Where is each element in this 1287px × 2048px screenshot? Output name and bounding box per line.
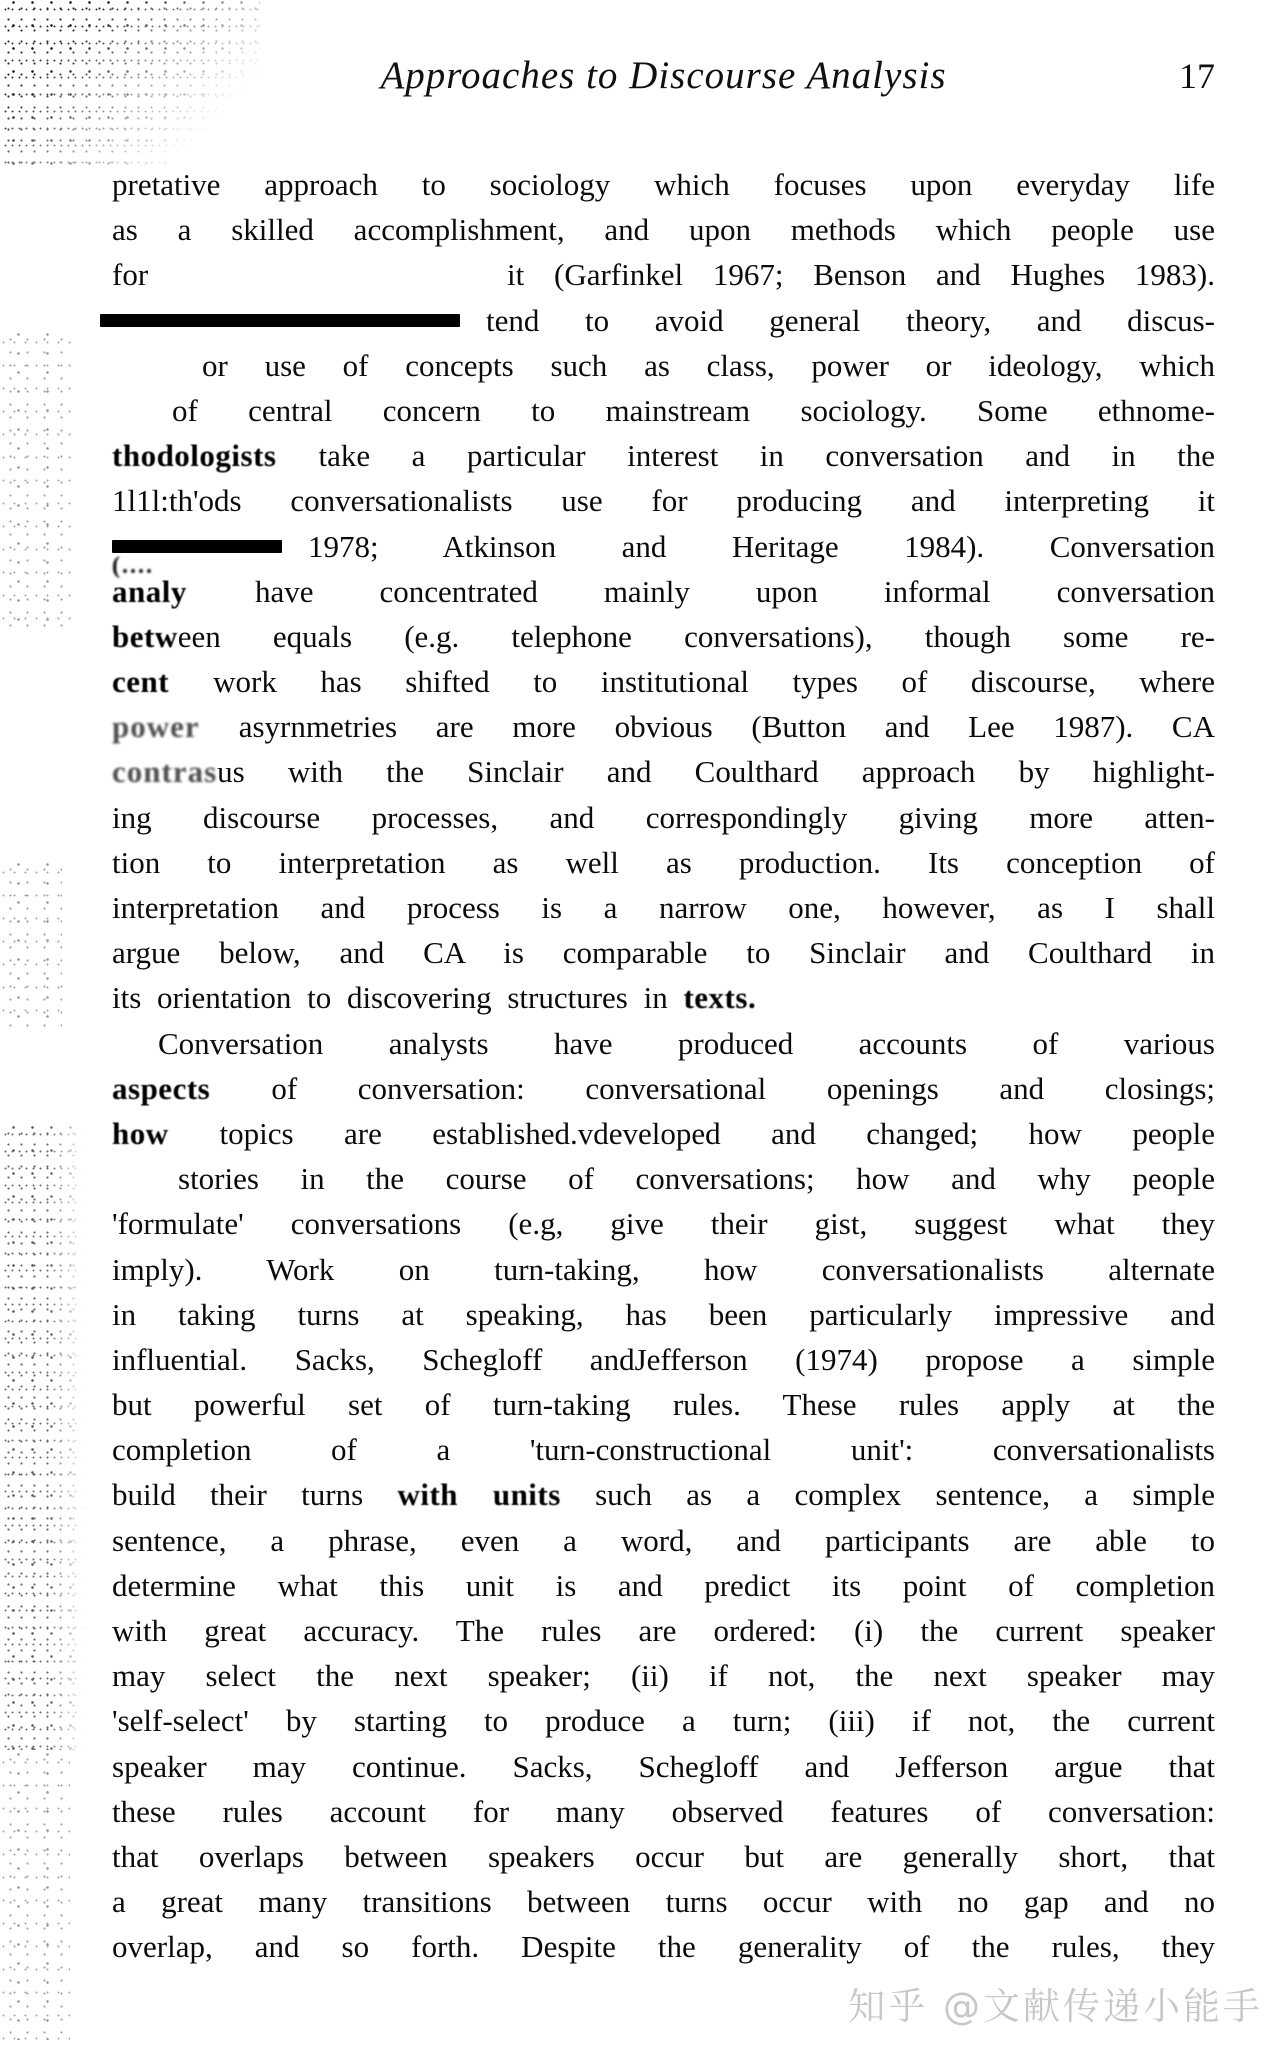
smudged-text: cent	[112, 664, 214, 700]
scan-noise-patch	[0, 860, 62, 1030]
text-segment: stories in the course of conversations; how and why people	[178, 1161, 1215, 1197]
text-line	[112, 1608, 1215, 1653]
text-line	[112, 1201, 1215, 1246]
text-line	[112, 1382, 1215, 1427]
page-header	[112, 50, 1215, 106]
text-segment: imply). Work on turn-taking, how conversationalists alternate	[112, 1251, 1215, 1287]
smudged-text: how	[112, 1115, 220, 1151]
text-line	[112, 1066, 1215, 1111]
smudged-text: power	[112, 709, 239, 745]
text-line	[112, 524, 1215, 569]
smudged-text: with units	[397, 1477, 561, 1513]
text-segment: that overlaps between speakers occur but are generally short, that	[112, 1838, 1215, 1874]
text-segment: een equals (e.g. telephone conversations), though some re-	[177, 618, 1215, 654]
text-segment: work has shifted to institutional types of discourse, where	[213, 664, 1215, 700]
text-segment: or use of concepts such as class, power or ideology, which	[202, 347, 1215, 383]
text-line	[112, 343, 1215, 388]
text-line	[112, 433, 1215, 478]
text-segment: argue below, and CA is comparable to Sinclair and Coulthard in	[112, 935, 1215, 971]
text-line	[112, 1698, 1215, 1743]
text-segment: interpretation and process is a narrow one, however, as I shall	[112, 890, 1215, 925]
text-segment: for	[112, 257, 149, 293]
text-line	[112, 1337, 1215, 1382]
text-line	[112, 704, 1215, 749]
text-segment: sentence, a phrase, even a word, and participants are able to	[112, 1522, 1215, 1558]
text-segment: pretative approach to sociology which focuses upon everyday life	[112, 167, 1215, 202]
text-segment: such as a complex sentence, a simple	[560, 1477, 1215, 1513]
text-segment: 'self-select' by starting to produce a turn; (iii) if not, the current	[112, 1703, 1215, 1739]
text-segment: topics are established.vdeveloped and changed; how people	[219, 1115, 1215, 1151]
text-line	[112, 1924, 1215, 1969]
text-line	[112, 1247, 1215, 1292]
text-line	[112, 885, 1215, 930]
text-line	[112, 795, 1215, 840]
text-segment: 1l1l:th'ods conversationalists use for producing and interpreting it	[112, 483, 1215, 519]
text-segment: a great many transitions between turns occur with no gap and no	[112, 1884, 1215, 1920]
text-segment: take a particular interest in conversation and in the	[318, 438, 1215, 474]
text-segment: but powerful set of turn-taking rules. These rules apply at the	[112, 1387, 1215, 1423]
page-number: 17	[1179, 56, 1215, 96]
text-segment: 1978; Atkinson and Heritage 1984). Conversation	[308, 528, 1215, 564]
text-segment: Conversation analysts have produced accounts of various	[158, 1025, 1215, 1061]
text-line	[112, 1879, 1215, 1924]
text-segment: completion of a 'turn-constructional unit': conversationalists	[112, 1432, 1215, 1468]
text-line	[112, 614, 1215, 659]
text-segment: determine what this unit is and predict its point of completion	[112, 1567, 1215, 1603]
text-line	[112, 1472, 1215, 1517]
text-segment: tion to interpretation as well as production. Its conception of	[112, 844, 1215, 880]
text-segment: as a skilled accomplishment, and upon methods which people use	[112, 212, 1215, 248]
redaction-bar	[100, 314, 460, 327]
text-line	[112, 478, 1215, 523]
text-line	[112, 162, 1215, 207]
text-line	[112, 569, 1215, 614]
text-line	[112, 1518, 1215, 1563]
text-segment: have concentrated mainly upon informal conversation	[255, 573, 1215, 609]
text-segment: its orientation to discovering structures in	[112, 980, 684, 1016]
text-segment: with great accuracy. The rules are ordered: (i) the current speaker	[112, 1613, 1215, 1648]
text-segment: these rules account for many observed features of conversation:	[112, 1793, 1215, 1829]
text-segment: ing discourse processes, and correspondingly giving more atten-	[112, 799, 1215, 835]
text-line	[112, 659, 1215, 704]
text-line	[112, 1292, 1215, 1337]
text-line	[112, 1021, 1215, 1066]
text-line	[112, 975, 1215, 1020]
text-line	[112, 930, 1215, 975]
smudged-text: betw	[112, 618, 178, 654]
scan-noise-patch	[0, 330, 72, 630]
text-line	[112, 252, 1215, 297]
smudged-text: contras	[112, 754, 218, 790]
text-segment: in taking turns at speaking, has been particularly impressive and	[112, 1296, 1215, 1332]
running-head-title: Approaches to Discourse Analysis	[380, 54, 947, 97]
text-segment: us with the Sinclair and Coulthard approach by highlight-	[217, 754, 1215, 790]
text-line	[112, 1834, 1215, 1879]
body-text	[112, 162, 1215, 1970]
text-segment: may select the next speaker; (ii) if not, the next speaker may	[112, 1658, 1215, 1694]
text-segment: overlap, and so forth. Despite the generality of the rules, they	[112, 1929, 1215, 1965]
text-line	[112, 298, 1215, 343]
scan-noise-patch	[0, 1125, 86, 1750]
smudged-text: thodologists	[112, 438, 319, 474]
text-segment: 'formulate' conversations (e.g, give their gist, suggest what they	[112, 1206, 1215, 1242]
text-segment: it (Garfinkel 1967; Benson and Hughes 1983).	[507, 257, 1215, 293]
text-segment: of central concern to mainstream sociology. Some ethnome-	[172, 392, 1215, 428]
text-line	[112, 749, 1215, 794]
text-line	[112, 1653, 1215, 1698]
text-segment: build their turns	[112, 1477, 398, 1513]
text-segment: tend to avoid general theory, and discus-	[486, 302, 1215, 338]
text-line	[112, 388, 1215, 433]
smudged-text: texts.	[683, 980, 757, 1016]
text-line	[112, 1427, 1215, 1472]
smudged-text: aspects	[112, 1070, 272, 1106]
smudged-fragment: (....	[112, 553, 154, 579]
watermark: 知乎 @文献传递小能手	[848, 1985, 1263, 2028]
smudged-text: analy	[112, 573, 187, 609]
text-line	[112, 1563, 1215, 1608]
text-segment: of conversation: conversational openings and closings;	[271, 1070, 1215, 1106]
text-segment: speaker may continue. Sacks, Schegloff and Jefferson argue that	[112, 1748, 1215, 1784]
text-line	[112, 1156, 1215, 1201]
text-segment: asyrnmetries are more obvious (Button and Lee 1987). CA	[238, 709, 1215, 745]
text-line	[112, 1789, 1215, 1834]
text-line	[112, 840, 1215, 885]
scan-noise-patch	[0, 1750, 70, 2040]
text-line	[112, 1744, 1215, 1789]
text-line	[112, 1111, 1215, 1156]
redaction-bar	[112, 540, 282, 553]
text-line	[112, 207, 1215, 252]
text-segment: influential. Sacks, Schegloff andJefferson (1974) propose a simple	[112, 1341, 1215, 1377]
